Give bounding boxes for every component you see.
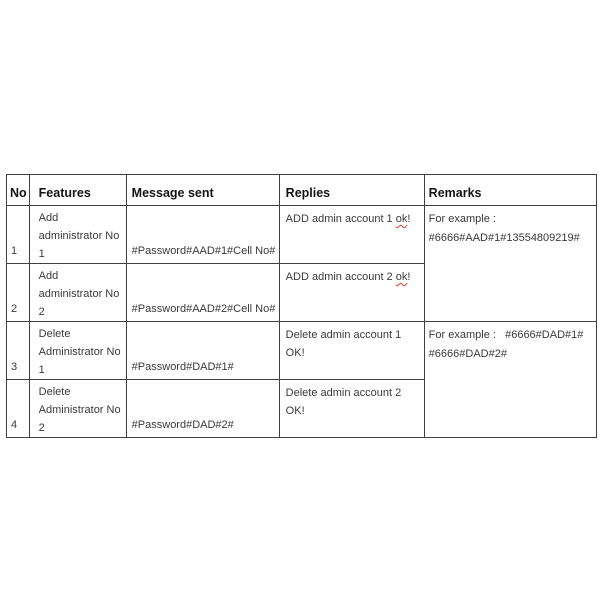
column-header-replies: Replies <box>279 175 424 206</box>
features-cell <box>29 206 126 264</box>
reply-line: Delete admin account 2 <box>285 387 402 399</box>
remarks-cell-rows-3-4 <box>424 322 596 438</box>
reply-misspelled-word: ok <box>395 271 408 283</box>
message-sent-cell: #Password#AAD#2#Cell No# <box>126 264 279 322</box>
reply-text: ADD admin account 2 <box>285 271 396 283</box>
replies-cell <box>279 264 424 322</box>
row-number: 4 <box>7 380 30 438</box>
remarks-line: #6666#AAD#1#13554809219# <box>428 232 580 244</box>
message-sent-cell: #Password#DAD#1# <box>126 322 279 380</box>
row-number: 2 <box>7 264 30 322</box>
column-header-remarks: Remarks <box>424 175 596 206</box>
replies-cell <box>279 206 424 264</box>
column-header-no: No <box>7 175 30 206</box>
reply-line: OK! <box>285 347 305 359</box>
reply-text: ADD admin account 1 <box>285 213 396 225</box>
replies-cell <box>279 322 424 380</box>
features-line: Administrator No <box>38 404 121 416</box>
column-header-features: Features <box>29 175 126 206</box>
features-line: 1 <box>38 248 45 260</box>
row-number: 1 <box>7 206 30 264</box>
features-cell <box>29 380 126 438</box>
features-line: 1 <box>38 364 45 376</box>
features-line: Administrator No <box>38 346 121 358</box>
reply-misspelled-word: ok <box>395 213 408 225</box>
features-line: Add <box>38 212 59 224</box>
features-line: administrator No <box>38 230 120 242</box>
reply-text-end: ! <box>407 213 411 225</box>
message-sent-cell: #Password#DAD#2# <box>126 380 279 438</box>
table-row-1 <box>7 206 597 264</box>
reply-text-end: ! <box>407 271 411 283</box>
sms-command-table <box>6 174 597 438</box>
remarks-line: #6666#DAD#2# <box>428 348 507 360</box>
features-line: 2 <box>38 422 45 434</box>
row-number: 3 <box>7 322 30 380</box>
column-header-message-sent: Message sent <box>126 175 279 206</box>
header-row <box>7 175 597 206</box>
reply-line: OK! <box>285 405 305 417</box>
reply-line: Delete admin account 1 <box>285 329 402 341</box>
remarks-cell-rows-1-2 <box>424 206 596 322</box>
replies-cell <box>279 380 424 438</box>
table-row-3 <box>7 322 597 380</box>
features-cell <box>29 264 126 322</box>
features-line: Delete <box>38 328 71 340</box>
features-cell <box>29 322 126 380</box>
features-line: administrator No <box>38 288 120 300</box>
features-line: Delete <box>38 386 71 398</box>
message-sent-cell: #Password#AAD#1#Cell No# <box>126 206 279 264</box>
features-line: Add <box>38 270 59 282</box>
features-line: 2 <box>38 306 45 318</box>
remarks-line: For example : #6666#DAD#1# <box>428 329 584 341</box>
remarks-line: For example : <box>428 213 496 225</box>
